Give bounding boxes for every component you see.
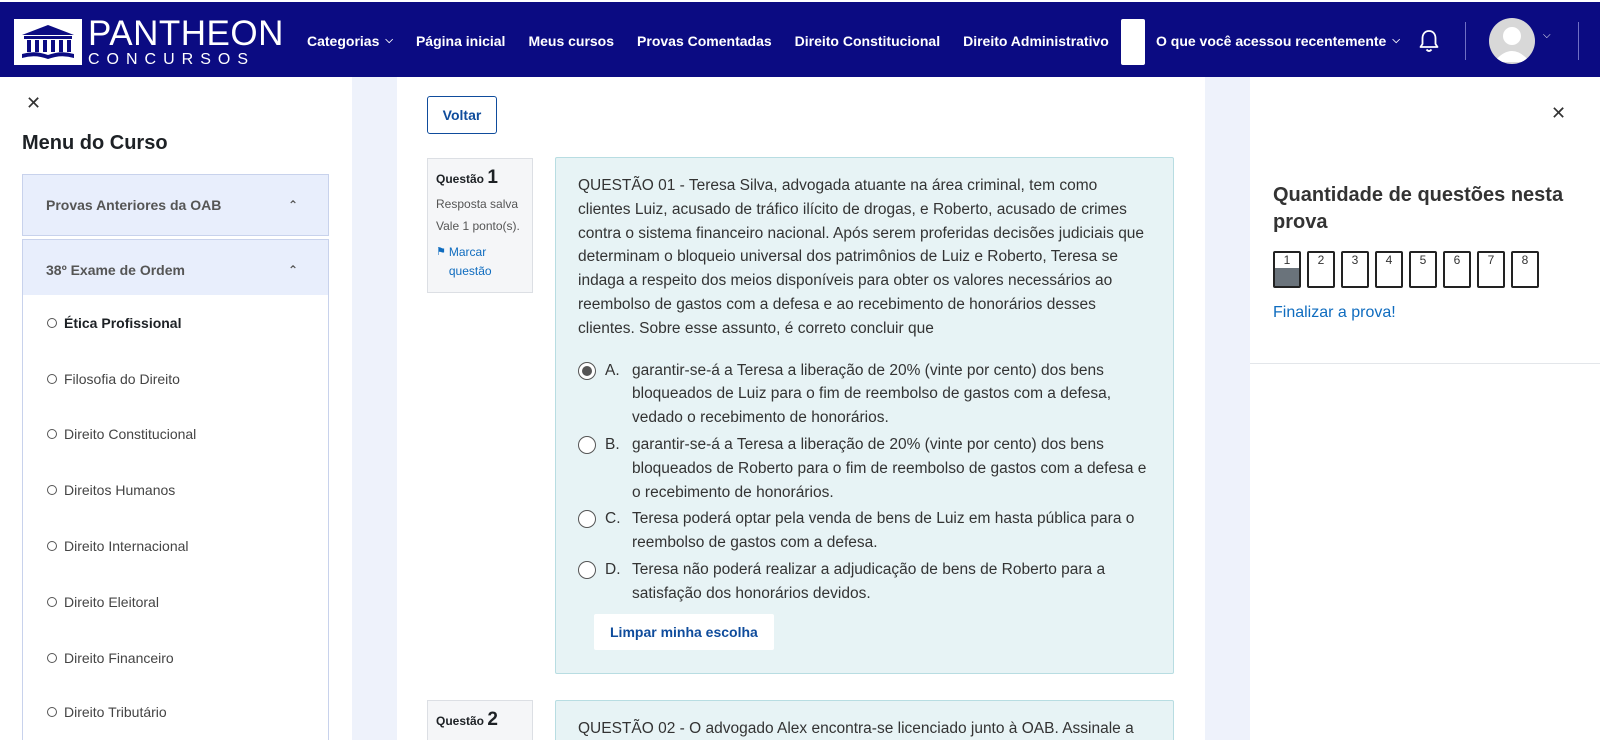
brand-tagline: CONCURSOS [88,51,256,68]
question-info-1 [427,158,533,293]
question-number [436,167,524,189]
question-nav-button[interactable] [1511,251,1539,288]
question-number-value: 2 [487,709,498,730]
subject-direito-internacional[interactable] [47,538,189,554]
subject-label: Filosofia do Direito [64,371,180,387]
answer-text: Teresa não poderá realizar a adjudicação de bens de Roberto para a satisfação dos honorários devidos. [632,560,1106,602]
question-nav-number: 4 [1385,253,1393,267]
chevron-up-icon: ⌃ [287,198,298,212]
question-body-1 [555,157,1174,674]
question-label: Questão [436,172,485,186]
course-menu-drawer [0,77,352,740]
search-box[interactable] [1121,19,1145,65]
nav-categorias[interactable] [307,33,393,49]
circle-icon [47,707,57,717]
radio[interactable] [578,510,596,528]
course-menu-title: Menu do Curso [22,132,168,154]
divider [1250,363,1600,364]
pantheon-temple-icon [14,19,82,65]
subject-etica-profissional[interactable] [47,315,181,331]
subject-direito-financeiro[interactable] [47,650,174,666]
section-label: Provas Anteriores da OAB [46,197,222,213]
answer-letter: A. [605,361,620,379]
question-nav-number: 5 [1419,253,1427,267]
notification-bell-icon[interactable] [1418,28,1440,54]
quiz-navigation-drawer [1250,77,1600,740]
radio[interactable] [578,561,596,579]
question-status: Resposta salva [436,197,519,211]
answered-indicator [1275,268,1299,286]
circle-icon [47,429,57,439]
question-grade: Vale 1 ponto(s). [436,219,520,233]
subject-direitos-humanos[interactable] [47,482,175,498]
nav-meus-cursos[interactable]: Meus cursos [528,32,615,49]
flag-question-label: Marcar questão [448,245,492,278]
subject-filosofia-do-direito[interactable] [47,371,180,387]
section-provas-anteriores[interactable] [22,174,329,236]
circle-icon [47,318,57,328]
circle-icon [47,374,57,384]
question-nav-buttons [1273,251,1545,288]
user-menu-chevron-icon[interactable]: ⌵ [1543,30,1551,41]
nav-divider [1578,22,1579,60]
question-nav-button[interactable] [1477,251,1505,288]
question-text: QUESTÃO 02 - O advogado Alex encontra-se licenciado junto à OAB. Assinale a [578,720,1134,737]
section-label: 38º Exame de Ordem [46,262,185,278]
question-number-value: 1 [487,167,498,188]
back-button[interactable]: Voltar [427,96,497,134]
quiz-nav-title: Quantidade de questões nesta prova [1273,184,1564,233]
answer-text: Teresa poderá optar pela venda de bens de Luiz em hasta pública para o reembolso de gastos com a defesa. [632,510,1135,552]
circle-icon [47,653,57,663]
question-nav-button[interactable] [1273,251,1301,288]
nav-direito-administrativo[interactable]: Direito Administrativo [963,32,1109,49]
answer-letter: C. [605,510,621,528]
circle-icon [47,541,57,551]
subject-direito-constitucional[interactable] [47,426,196,442]
question-body-2 [555,700,1174,740]
chevron-down-icon: ⌵ [1392,35,1400,46]
top-navbar [0,0,1600,77]
subject-direito-tributario[interactable] [47,704,167,720]
nav-divider [1465,22,1466,60]
exam-subject-list [22,295,329,740]
section-38-exame[interactable] [22,239,329,301]
chevron-up-icon: ⌃ [287,263,298,277]
question-nav-number: 2 [1317,253,1325,267]
answer-text: garantir-se-á a Teresa a liberação de 20% (vinte por cento) dos bens bloqueados de Luiz para o fim de reembolso de gastos com a defesa, vedado o recebimento de honorários. [632,361,1112,427]
primary-nav [307,2,1132,79]
close-icon[interactable]: ✕ [1551,103,1567,123]
subject-label: Direito Constitucional [64,426,197,442]
question-nav-button[interactable] [1307,251,1335,288]
question-nav-number: 8 [1521,253,1529,267]
answer-options [578,359,1151,606]
answer-text: garantir-se-á a Teresa a liberação de 20% (vinte por cento) dos bens bloqueados de Roberto para o fim de reembolso de gastos com a defesa e o recebimento de honorários. [632,435,1147,501]
answer-letter: B. [605,435,620,453]
recent-access-label: O que você acessou recentemente [1156,32,1387,49]
subject-label: Direito Internacional [64,538,189,554]
quiz-main-content [397,77,1205,740]
question-nav-button[interactable] [1443,251,1471,288]
subject-label: Direito Financeiro [64,650,174,666]
answer-letter: D. [605,560,621,578]
subject-label: Direito Eleitoral [64,594,159,610]
finish-attempt-link[interactable]: Finalizar a prova! [1273,304,1396,321]
flag-icon: ⚑ [436,246,446,258]
question-nav-number: 6 [1453,253,1461,267]
nav-pagina-inicial[interactable]: Página inicial [415,32,506,49]
flag-question-link[interactable] [436,243,524,281]
answer-option-a[interactable] [578,359,1151,430]
circle-icon [47,597,57,607]
question-info-2 [427,700,533,740]
nav-provas-comentadas[interactable]: Provas Comentadas [637,32,772,49]
question-label: Questão [436,714,485,728]
nav-categorias-label: Categorias [307,32,380,49]
question-nav-button[interactable] [1341,251,1369,288]
close-icon[interactable]: ✕ [26,93,42,113]
question-nav-button[interactable] [1409,251,1437,288]
subject-label: Direito Tributário [64,704,167,720]
question-number [436,709,524,731]
question-text: QUESTÃO 01 - Teresa Silva, advogada atuante na área criminal, tem como clientes Luiz, acusado de tráfico ilícito de drogas, e Roberto, acusado de crimes contra o sistema financeiro nacional. Após serem proferidas decisões judiciais que determinam o bloqueio universal dos patrimônios de Luiz e Roberto, Teresa se indaga a respeito dos meios disponíveis para obter os valores necessários ao reembolso de gastos com a defesa e ao recebimento de honorários desses clientes. Sobre esse assunto, é correto concluir que [578,177,1145,337]
brand-name: PANTHEON [88,14,284,53]
question-nav-number: 3 [1351,253,1359,267]
question-nav-number: 1 [1283,253,1291,267]
subject-direito-eleitoral[interactable] [47,594,159,610]
clear-choice-button[interactable]: Limpar minha escolha [594,614,774,650]
nav-direito-constitucional[interactable]: Direito Constitucional [794,32,941,49]
brand-logo[interactable] [14,16,284,68]
chevron-down-icon: ⌵ [385,35,393,46]
subject-label: Direitos Humanos [64,482,176,498]
recent-access-menu[interactable] [1156,2,1400,79]
subject-label: Ética Profissional [64,315,182,331]
answer-option-c[interactable] [578,507,1151,555]
answer-option-b[interactable] [578,433,1151,504]
radio-checked[interactable] [578,362,596,380]
answer-option-d[interactable] [578,558,1151,606]
radio[interactable] [578,436,596,454]
question-nav-number: 7 [1487,253,1495,267]
question-nav-button[interactable] [1375,251,1403,288]
user-avatar[interactable] [1489,18,1535,64]
circle-icon [47,485,57,495]
